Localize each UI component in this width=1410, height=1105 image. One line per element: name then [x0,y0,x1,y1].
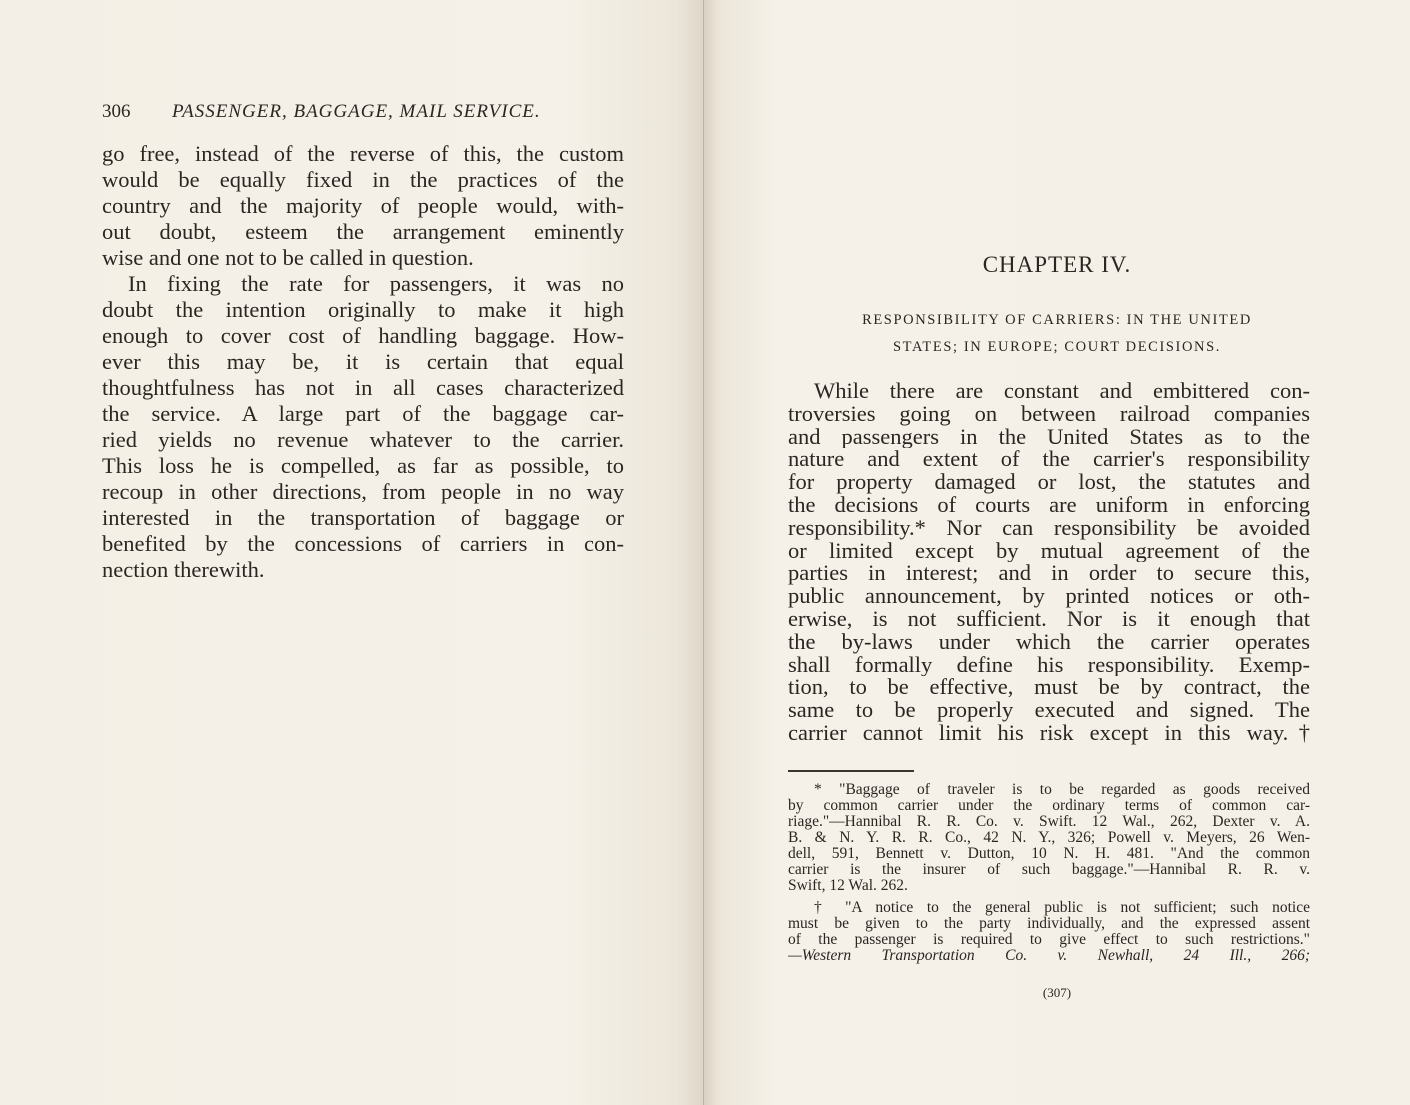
text-line: go free, instead of the reverse of this, the custom [102,141,624,166]
right-page [704,0,1410,1105]
text-line: public announcement, by printed notices or oth- [788,585,1310,608]
footnote-line: riage."—Hannibal R. R. Co. v. Swift. 12 Wal., 262, Dexter v. A. [788,814,1310,830]
text-line: troversies going on between railroad companies [788,402,1310,426]
right-page-number: (307) [1042,985,1072,1000]
text-line: interested in the transportation of baggage or [102,505,624,530]
text-line: and passengers in the United States as to the [788,425,1310,449]
text-line: doubt the intention originally to make it high [102,297,624,322]
text-line: the decisions of courts are uniform in enforcing [788,493,1310,517]
text-line: parties in interest; and in order to secure this, [788,562,1310,586]
running-title: PASSENGER, BAGGAGE, MAIL SERVICE. [172,101,541,122]
text-line: tion, to be effective, must be by contract, the [788,676,1310,700]
text-line: or limited except by mutual agreement of the [788,539,1310,563]
text-line: nature and extent of the carrier's responsibility [788,448,1310,472]
text-line: country and the majority of people would, with- [102,193,624,218]
text-line: would be equally fixed in the practices of the [102,167,624,192]
footnote-line: * "Baggage of traveler is to be regarded as goods received [814,782,1310,798]
text-line: While there are constant and embittered con- [814,380,1310,403]
text-line: In fixing the rate for passengers, it was no [128,271,624,296]
footnote-rule [788,770,914,772]
chapter-subtitle-line: RESPONSIBILITY OF CARRIERS: IN THE UNITED [862,312,1252,328]
footnote-line: carrier is the insurer of such baggage."—Hannibal R. R. v. [788,862,1310,878]
text-line: benefited by the concessions of carriers in con- [102,531,624,556]
text-line: responsibility.* Nor can responsibility be avoided [788,516,1310,540]
text-line: This loss he is compelled, as far as possible, to [102,453,624,478]
text-line: nection therewith. [102,557,265,582]
text-line: enough to cover cost of handling baggage. How- [102,323,624,348]
left-page-number: 306 [102,101,131,122]
text-line: ried yields no revenue whatever to the carrier. [102,427,624,452]
footnote-line: † "A notice to the general public is not sufficient; such notice [814,900,1310,916]
footnotes [788,782,1310,970]
text-line: thoughtfulness has not in all cases characterized [102,375,624,400]
text-line: the service. A large part of the baggage car- [102,401,624,426]
footnote-line: —Western Transportation Co. v. Newhall, 24 Ill., 266; [788,948,1310,964]
text-line: out doubt, esteem the arrangement eminently [102,219,624,244]
footnote-line: must be given to the party individually, and the expressed assent [788,916,1310,932]
text-line: recoup in other directions, from people in no way [102,479,624,504]
footnote-asterisk [788,782,1310,894]
text-line: for property damaged or lost, the statutes and [788,471,1310,494]
right-page-body [788,380,1310,745]
footnote-line: of the passenger is required to give effect to such restrictions." [788,932,1310,948]
text-line: wise and one not to be called in question. [102,245,474,270]
running-head [102,98,622,126]
left-page [0,0,704,1105]
footnote-line: Swift, 12 Wal. 262. [788,878,908,894]
text-line: erwise, is not sufficient. Nor is it enough that [788,607,1310,631]
paragraph [102,271,624,583]
footnote-line: B. & N. Y. R. R. Co., 42 N. Y., 326; Powell v. Meyers, 26 Wen- [788,830,1310,846]
left-page-body [102,141,624,583]
chapter-subtitle [704,307,1410,361]
text-line: same to be properly executed and signed. The [788,699,1310,722]
text-line: shall formally define his responsibility. Exemp- [788,653,1310,677]
text-line: carrier cannot limit his risk except in this way.† [788,721,1310,745]
paragraph [102,141,624,271]
footnote-line: dell, 591, Bennett v. Dutton, 10 N. H. 481. "And the common [788,846,1310,862]
text-line: ever this may be, it is certain that equal [102,349,624,374]
paragraph [788,380,1310,745]
footnote-line: by common carrier under the ordinary terms of common car- [788,798,1310,814]
text-line: the by-laws under which the carrier operates [788,630,1310,654]
chapter-subtitle-line: STATES; IN EUROPE; COURT DECISIONS. [892,339,1222,355]
chapter-title: CHAPTER IV. [982,252,1132,277]
footnote-dagger [788,900,1310,964]
